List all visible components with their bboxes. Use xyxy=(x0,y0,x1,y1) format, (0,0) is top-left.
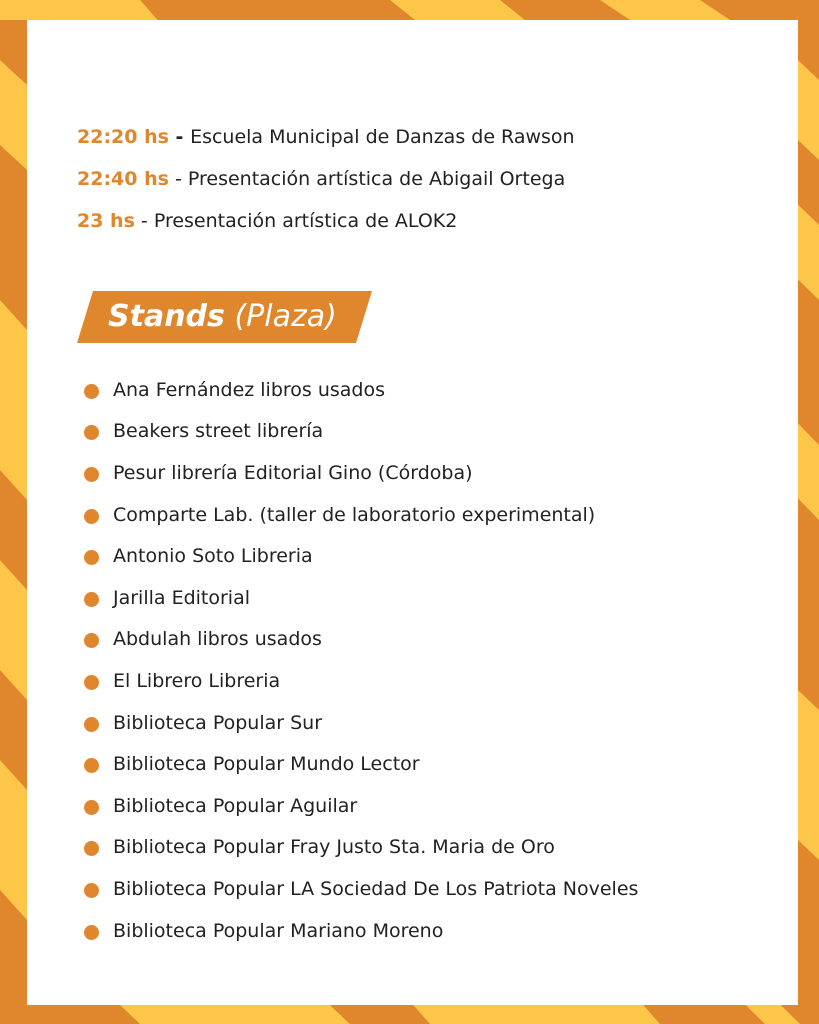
stand-name: Abdulah libros usados xyxy=(113,628,322,651)
list-item xyxy=(84,743,638,785)
stand-name: El Librero Libreria xyxy=(113,669,281,692)
stand-name: Pesur librería Editorial Gino (Córdoba) xyxy=(113,461,473,484)
bullet-icon xyxy=(84,758,99,773)
schedule-time: 22:20 hs xyxy=(77,126,169,148)
stand-name: Beakers street librería xyxy=(113,420,324,443)
list-item xyxy=(84,827,638,869)
list-item xyxy=(84,785,638,827)
list-item xyxy=(84,660,638,702)
list-item xyxy=(84,411,638,453)
schedule-separator: - xyxy=(168,126,191,148)
schedule-description: Presentación artística de ALOK2 xyxy=(153,210,458,232)
bullet-icon xyxy=(84,841,99,856)
list-item xyxy=(84,369,638,411)
schedule-item xyxy=(77,208,457,234)
list-item xyxy=(84,494,638,536)
bullet-icon xyxy=(84,550,99,565)
schedule-item xyxy=(77,124,575,150)
stand-name: Ana Fernández libros usados xyxy=(113,378,386,401)
bullet-icon xyxy=(84,425,99,440)
list-item xyxy=(84,702,638,744)
bullet-icon xyxy=(84,467,99,482)
bullet-icon xyxy=(84,717,99,732)
schedule-item xyxy=(77,166,565,192)
schedule-separator: - xyxy=(134,210,154,232)
stand-name: Comparte Lab. (taller de laboratorio experimental) xyxy=(113,503,596,526)
bullet-icon xyxy=(84,925,99,940)
schedule-description: Escuela Municipal de Danzas de Rawson xyxy=(190,126,575,148)
section-header xyxy=(77,291,372,343)
stand-name: Biblioteca Popular Aguilar xyxy=(113,794,358,817)
section-title-subtitle: (Plaza) xyxy=(234,299,337,334)
section-title-main: Stands xyxy=(108,299,225,334)
stand-name: Biblioteca Popular Mariano Moreno xyxy=(113,919,444,942)
list-item xyxy=(84,577,638,619)
stand-name: Biblioteca Popular Sur xyxy=(113,711,323,734)
stand-name: Biblioteca Popular Mundo Lector xyxy=(113,753,420,776)
stand-name: Biblioteca Popular LA Sociedad De Los Patriota Noveles xyxy=(113,877,639,900)
section-title xyxy=(108,291,337,343)
bullet-icon xyxy=(84,509,99,524)
stand-name: Biblioteca Popular Fray Justo Sta. Maria de Oro xyxy=(113,836,555,859)
list-item xyxy=(84,535,638,577)
stand-name: Antonio Soto Libreria xyxy=(113,545,313,568)
list-item xyxy=(84,868,638,910)
list-item xyxy=(84,452,638,494)
schedule-separator: - xyxy=(168,168,188,190)
bullet-icon xyxy=(84,384,99,399)
schedule-time: 23 hs xyxy=(77,210,135,232)
list-item xyxy=(84,910,638,952)
bullet-icon xyxy=(84,675,99,690)
stand-name: Jarilla Editorial xyxy=(113,586,251,609)
bullet-icon xyxy=(84,592,99,607)
schedule-time: 22:40 hs xyxy=(77,168,169,190)
bullet-icon xyxy=(84,883,99,898)
list-item xyxy=(84,619,638,661)
schedule-description: Presentación artística de Abigail Ortega xyxy=(187,168,566,190)
stands-list xyxy=(84,369,638,951)
bullet-icon xyxy=(84,633,99,648)
bullet-icon xyxy=(84,800,99,815)
